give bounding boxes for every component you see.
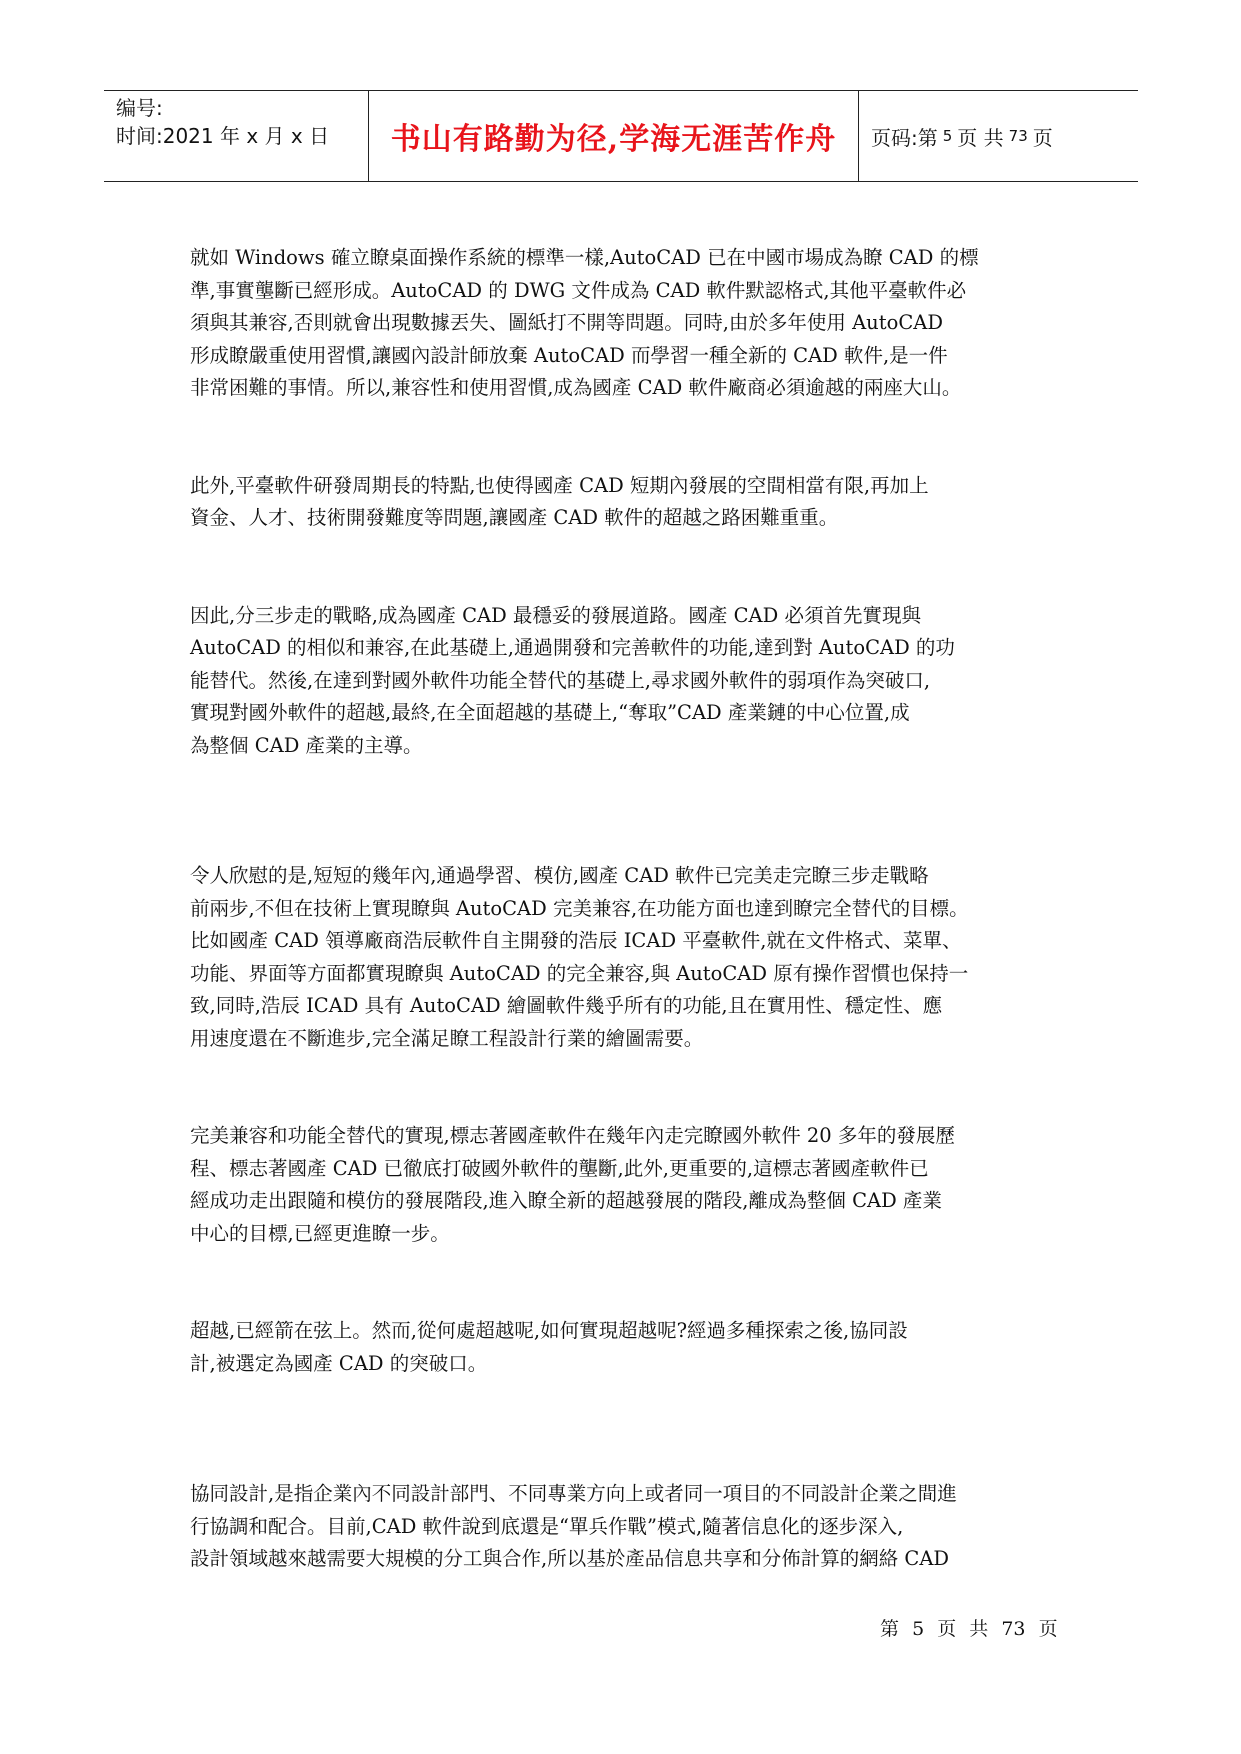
text-line: 資金、人才、技術開發難度等問題,讓國產 CAD 軟件的超越之路困難重重。	[190, 506, 839, 529]
serial-label: 编号:	[116, 96, 163, 120]
paragraph	[190, 1478, 1070, 1576]
paragraph	[190, 1120, 1070, 1250]
text-line: 非常困難的事情。所以,兼容性和使用習慣,成為國產 CAD 軟件廠商必須逾越的兩座大山。	[190, 376, 962, 399]
text-line: 功能、界面等方面都實現瞭與 AutoCAD 的完全兼容,與 AutoCAD 原有操作習慣也保持一	[190, 961, 969, 985]
header-motto-cell	[369, 91, 859, 181]
header-meta-cell	[104, 91, 369, 181]
page-total: 73	[1008, 127, 1028, 145]
text-line: 用速度還在不斷進步,完全滿足瞭工程設計行業的繪圖需要。	[190, 1026, 704, 1050]
text-line: 此外,平臺軟件研發周期長的特點,也使得國產 CAD 短期內發展的空間相當有限,再加上	[190, 473, 929, 497]
text-line: 就如 Windows 確立瞭桌面操作系統的標準一樣,AutoCAD 已在中國市場成為瞭 CAD 的標	[190, 246, 979, 269]
paragraph	[190, 242, 1070, 405]
page-current: 5	[942, 127, 953, 145]
text-line: 致,同時,浩辰 ICAD 具有 AutoCAD 繪圖軟件幾乎所有的功能,且在實用性、穩定性、應	[190, 994, 943, 1017]
footer-word: 页	[1038, 1618, 1058, 1640]
text-line: 程、標志著國產 CAD 已徹底打破國外軟件的壟斷,此外,更重要的,這標志著國產軟件已	[190, 1156, 929, 1180]
footer-page-total: 73	[1001, 1618, 1026, 1640]
text-line: 經成功走出跟隨和模仿的發展階段,進入瞭全新的超越發展的階段,離成為整個 CAD 產業	[190, 1189, 942, 1212]
paragraph	[190, 600, 1070, 763]
text-line: 前兩步,不但在技術上實現瞭與 AutoCAD 完美兼容,在功能方面也達到瞭完全替代的目標。	[190, 896, 969, 920]
page-footer	[880, 1614, 1080, 1641]
footer-word: 共	[969, 1618, 989, 1640]
text-line: 協同設計,是指企業內不同設計部門、不同專業方向上或者同一項目的不同設計企業之間進	[190, 1482, 957, 1505]
page-label-suffix: 页	[1032, 125, 1053, 150]
text-line: 完美兼容和功能全替代的實現,標志著國產軟件在幾年內走完瞭國外軟件 20 多年的發展歷	[190, 1124, 955, 1147]
text-line: AutoCAD 的相似和兼容,在此基礎上,通過開發和完善軟件的功能,達到對 AutoCAD 的功	[190, 636, 955, 659]
paragraph	[190, 860, 1070, 1055]
text-line: 能替代。然後,在達到對國外軟件功能全替代的基礎上,尋求國外軟件的弱項作為突破口,	[190, 668, 931, 692]
footer-word: 页	[937, 1618, 957, 1640]
footer-word: 第	[880, 1618, 900, 1640]
text-line: 準,事實壟斷已經形成。AutoCAD 的 DWG 文件成為 CAD 軟件默認格式,其他平臺軟件必	[190, 278, 967, 302]
text-line: 令人欣慰的是,短短的幾年內,通過學習、模仿,國產 CAD 軟件已完美走完瞭三步走戰略	[190, 864, 929, 887]
footer-page-current: 5	[912, 1618, 925, 1640]
text-line: 設計領域越來越需要大規模的分工與合作,所以基於產品信息共享和分佈計算的網絡 CAD	[190, 1547, 950, 1570]
text-line: 中心的目標,已經更進瞭一步。	[190, 1221, 450, 1245]
text-line: 比如國產 CAD 領導廠商浩辰軟件自主開發的浩辰 ICAD 平臺軟件,就在文件格式、菜單、	[190, 929, 962, 952]
text-line: 形成瞭嚴重使用習慣,讓國內設計師放棄 AutoCAD 而學習一種全新的 CAD 軟件,是一件	[190, 343, 948, 367]
document-body	[190, 242, 1070, 1576]
paragraph	[190, 1315, 1070, 1380]
time-label: 时间:2021 年 x 月 x 日	[116, 124, 330, 148]
text-line: 實現對國外軟件的超越,最終,在全面超越的基礎上,“奪取”CAD 產業鏈的中心位置,成	[190, 701, 910, 724]
document-header	[104, 90, 1138, 182]
motto-text: 书山有路勤为径,学海无涯苦作舟	[390, 122, 837, 157]
text-line: 須與其兼容,否則就會出現數據丟失、圖紙打不開等問題。同時,由於多年使用 AutoCAD	[190, 311, 943, 334]
text-line: 計,被選定為國產 CAD 的突破口。	[190, 1351, 488, 1375]
page-label-mid: 页 共	[957, 125, 1004, 150]
paragraph	[190, 470, 1070, 535]
text-line: 為整個 CAD 產業的主導。	[190, 733, 423, 757]
page-label-prefix: 页码:第	[871, 125, 938, 150]
header-page-cell	[859, 91, 1138, 181]
text-line: 超越,已經箭在弦上。然而,從何處超越呢,如何實現超越呢?經過多種探索之後,協同設	[190, 1319, 908, 1342]
text-line: 因此,分三步走的戰略,成為國產 CAD 最穩妥的發展道路。國產 CAD 必須首先實現與	[190, 603, 921, 627]
text-line: 行協調和配合。目前,CAD 軟件說到底還是“單兵作戰”模式,隨著信息化的逐步深入,	[190, 1514, 904, 1538]
